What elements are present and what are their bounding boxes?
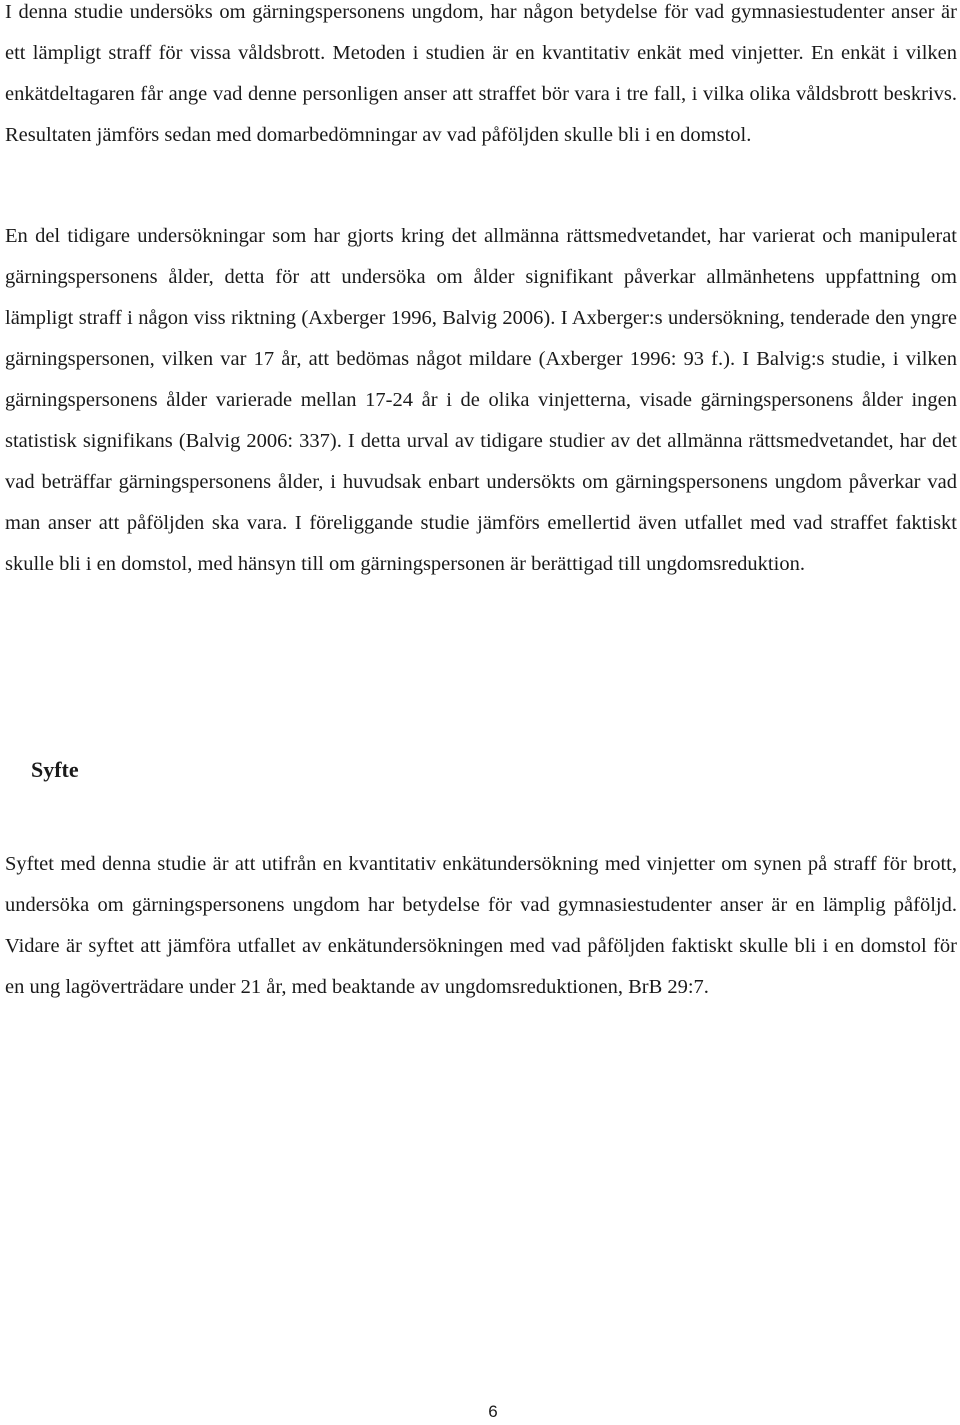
previous-research-paragraph: En del tidigare undersökningar som har gjorts kring det allmänna rättsmedvetandet, har varierat och manipulerat gärningspersonens ålder, detta för att undersöka om ålder signifikant påverkar allmänhetens uppfattning om lämpligt straff i någon viss riktning (Axberger 1996, Balvig 2006). I Axberger:s undersökning, tenderade den yngre gärningspersonen, vilken var 17 år, att bedömas något mildare (Axberger 1996: 93 f.). I Balvig:s studie, i vilken gärningspersonens ålder varierade mellan 17-24 år i de olika vinjetterna, visade gärningspersonens ålder ingen statistisk signifikans (Balvig 2006: 337). I detta urval av tidigare studier av det allmänna rättsmedvetandet, har det vad beträffar gärningspersonens ålder, i huvudsak enbart undersökts om gärningspersonens ungdom påverkar vad man anser att påföljden ska vara. I föreliggande studie jämförs emellertid även utfallet med vad straffet faktiskt skulle bli i en domstol, med hänsyn till om gärningspersonen är berättigad till ungdomsreduktion. (5, 225, 957, 575)
intro-paragraph: I denna studie undersöks om gärningspersonens ungdom, har någon betydelse för vad gymnasiestudenter anser är ett lämpligt straff för vissa våldsbrott. Metoden i studien är en kvantitativ enkät med vinjetter. En enkät i vilken enkätdeltagaren får ange vad denne personligen anser att straffet bör vara i tre fall, i vilka olika våldsbrott beskrivs. Resultaten jämförs sedan med domarbedömningar av vad påföljden skulle bli i en domstol. (5, 1, 957, 146)
page-number: 6 (488, 1402, 498, 1421)
section-heading-syfte: Syfte (31, 757, 79, 782)
purpose-paragraph: Syftet med denna studie är att utifrån en kvantitativ enkätundersökning med vinjetter om synen på straff för brott, undersöka om gärningspersonens ungdom har betydelse för vad gymnasiestudenter anser är en lämplig påföljd. Vidare är syftet att jämföra utfallet av enkätundersökningen med vad påföljden faktiskt skulle bli i en domstol för en ung lagöverträdare under 21 år, med beaktande av ungdomsreduktionen, BrB 29:7. (5, 853, 957, 998)
